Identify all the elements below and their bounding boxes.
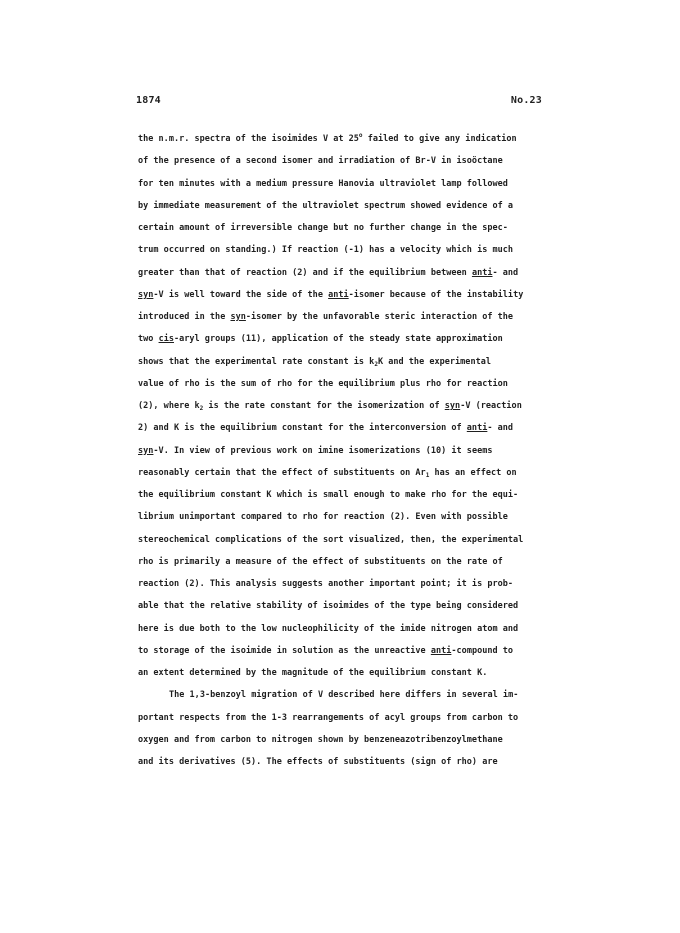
text-line-14: 2) and K is the equilibrium constant for the interconversion of anti- and [138, 423, 514, 434]
text-line-12: value of rho is the sum of rho for the equilibrium plus rho for reaction [138, 378, 508, 389]
text-line-26: The 1,3-benzoyl migration of V described here differs in several im- [169, 690, 519, 701]
text-line-3: for ten minutes with a medium pressure Hanovia ultraviolet lamp followed [138, 178, 508, 189]
text-line-15: syn-V. In view of previous work on imine isomerizations (10) it seems [138, 445, 493, 456]
text-line-20: rho is primarily a measure of the effect of substituents on the rate of [138, 556, 503, 567]
text-line-25: an extent determined by the magnitude of the equilibrium constant K. [138, 668, 488, 678]
text-line-11: shows that the experimental rate constant is $k_2K$ and the experimental [138, 356, 491, 368]
text-line-18: librium unimportant compared to rho for reaction (2). Even with possible [138, 512, 508, 523]
body-text [138, 128, 548, 773]
text-line-16: reasonably certain that the effect of substituents on $Ar_1$ has an effect on [138, 467, 517, 479]
text-line-9: introduced in the syn-isomer by the unfavorable steric interaction of the [138, 312, 514, 322]
text-line-21: reaction (2). This analysis suggests another important point; it is prob- [138, 579, 514, 589]
text-line-27: portant respects from the 1-3 rearrangements of acyl groups from carbon to [138, 712, 519, 723]
text-line-22: able that the relative stability of isoimides of the type being considered [138, 601, 519, 612]
text-line-4: by immediate measurement of the ultraviolet spectrum showed evidence of a [138, 200, 514, 211]
text-line-13: (2), where $k_2$ is the rate constant for the isomerization of syn-V (reaction [138, 401, 522, 412]
text-line-7: greater than that of reaction (2) and if the equilibrium between anti- and [138, 267, 519, 278]
text-line-29: and its derivatives (5). The effects of substituents (sign of rho) are [138, 757, 498, 767]
issue-number: No.23 [510, 95, 542, 106]
text-line-10: two cis-aryl groups (11), application of the steady state approximation [138, 334, 503, 345]
text-line-8: syn-V is well toward the side of the anti-isomer because of the instability [138, 289, 524, 300]
text-line-23: here is due both to the low nucleophilicity of the imide nitrogen atom and [138, 623, 519, 634]
text-line-2: of the presence of a second isomer and irradiation of Br-V in isoöctane [138, 156, 503, 167]
text-line-19: stereochemical complications of the sort visualized, then, the experimental [138, 534, 524, 545]
text-line-5: certain amount of irreversible change but no further change in the spec- [138, 223, 508, 233]
page-number: 1874 [136, 95, 161, 106]
page-header [136, 95, 542, 111]
text-line-17: the equilibrium constant K which is small enough to make rho for the equi- [138, 490, 519, 500]
text-line-6: trum occurred on standing.) If reaction (-1) has a velocity which is much [138, 245, 514, 256]
text-line-1: the n.m.r. spectra of the isoimides V at 25$^o$ failed to give any indication [138, 132, 517, 144]
text-line-24: to storage of the isoimide in solution as the unreactive anti-compound to [138, 645, 514, 656]
text-line-28: oxygen and from carbon to nitrogen shown by benzeneazotribenzoylmethane [138, 734, 503, 745]
